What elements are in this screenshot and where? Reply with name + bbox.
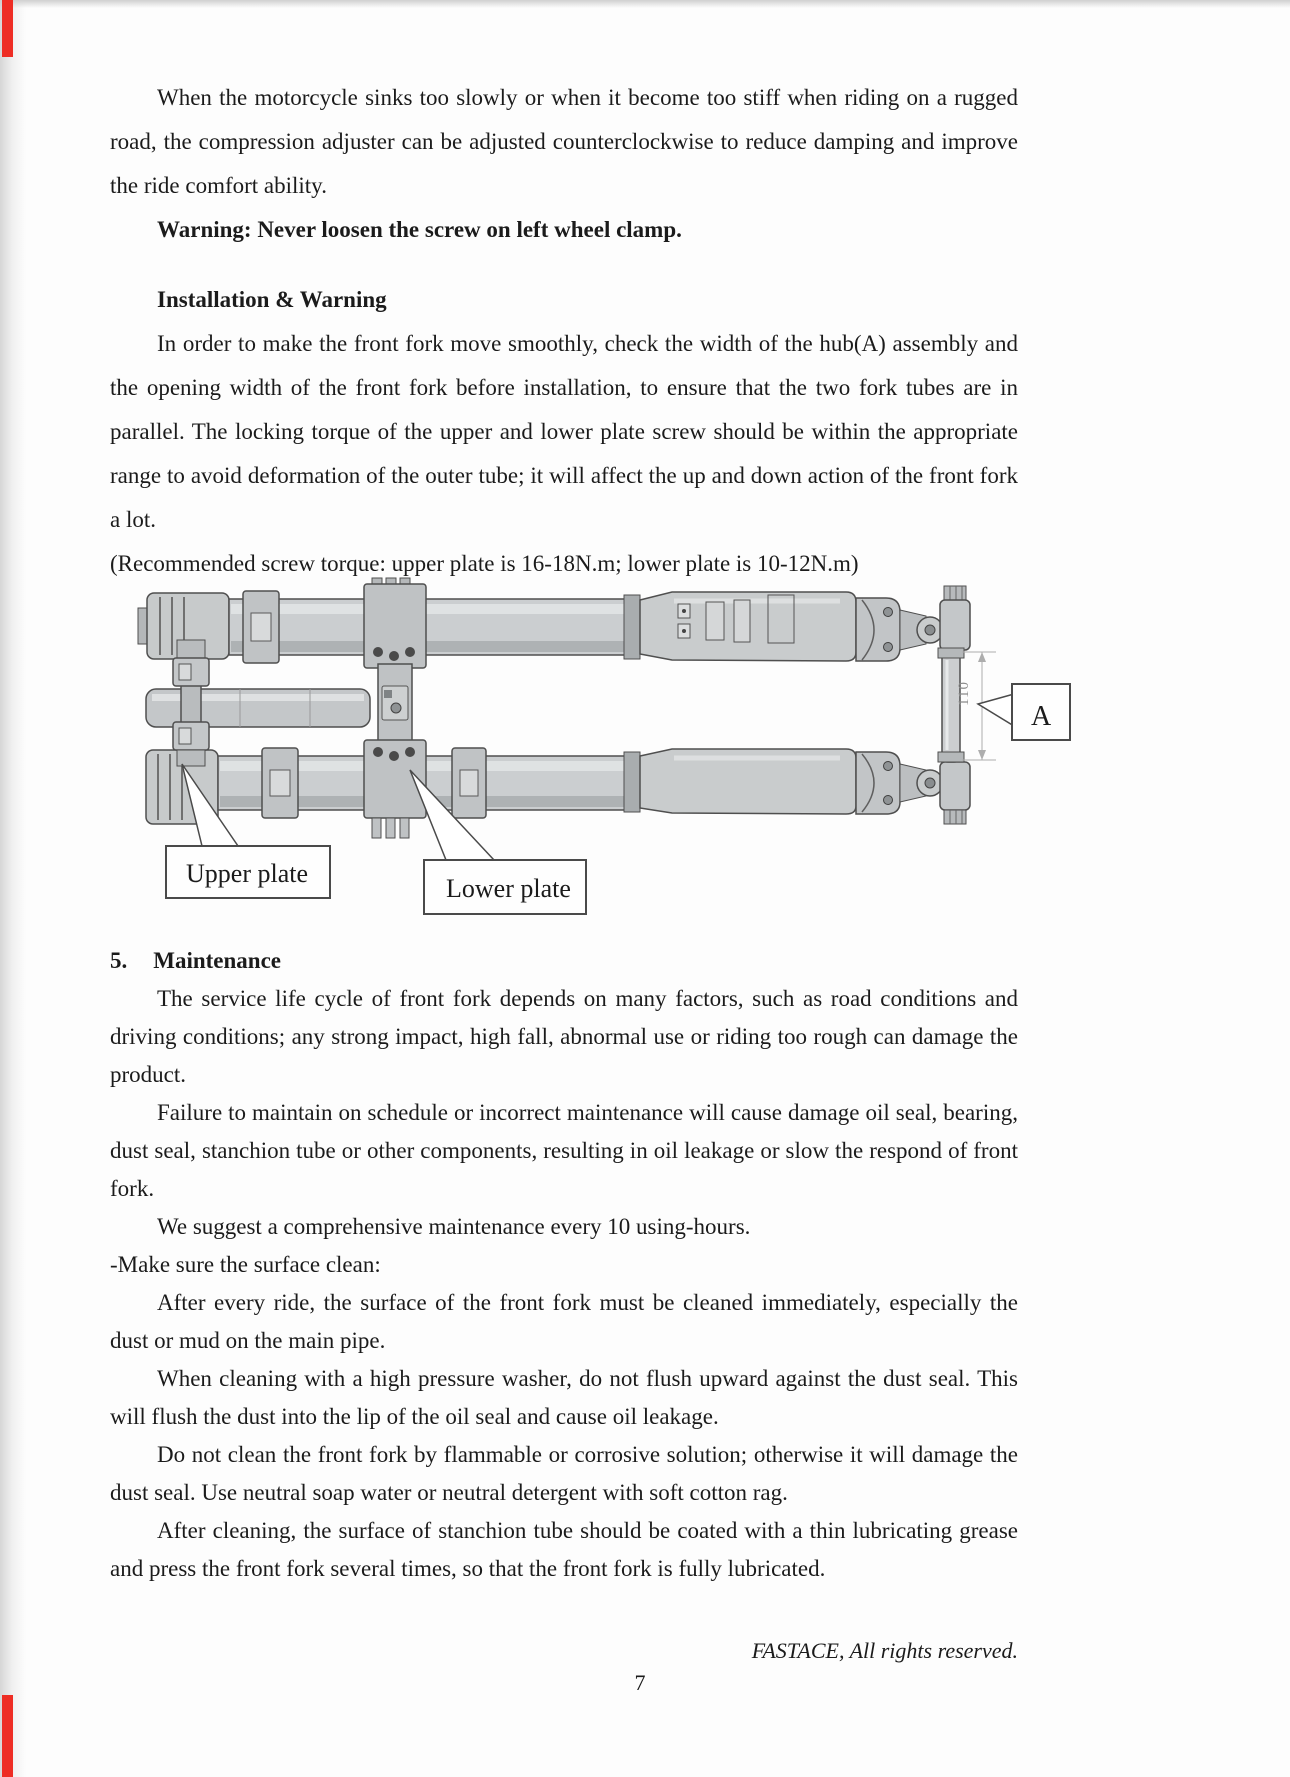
maintenance-heading — [110, 942, 1018, 980]
front-fork-drawing — [108, 520, 1076, 940]
maintenance-paragraph-6: When cleaning with a high pressure washer, do not flush upward against the dust seal. This will flush the dust into the lip of the oil seal and cause oil leakage. — [110, 1366, 1018, 1429]
maintenance-paragraph-7: Do not clean the front fork by flammable or corrosive solution; otherwise it will damage the dust seal. Use neutral soap water or neutral detergent with soft cotton rag. — [110, 1442, 1018, 1505]
page-number: 7 — [634, 1670, 646, 1695]
maintenance-paragraph-3: We suggest a comprehensive maintenance every 10 using-hours. — [157, 1214, 751, 1239]
copyright-line: FASTACE, All rights reserved. — [751, 1638, 1018, 1663]
scan-left-edge-shadow — [0, 0, 26, 1777]
bottom-fork-leg — [146, 748, 970, 824]
installation-heading: Installation & Warning — [157, 287, 387, 312]
maintenance-bullet-clean: -Make sure the surface clean: — [110, 1252, 381, 1277]
maintenance-heading-word: Maintenance — [153, 948, 282, 973]
hub-a-callout — [978, 684, 1070, 740]
scan-top-edge-shadow — [0, 0, 1290, 8]
dimension-110-label: 110 — [956, 681, 972, 706]
maintenance-section — [110, 942, 1018, 1588]
maintenance-paragraph-5: After every ride, the surface of the front fork must be cleaned immediately, especially the dust or mud on the main pipe. — [110, 1290, 1018, 1353]
maintenance-paragraph-1: The service life cycle of front fork depends on many factors, such as road conditions and driving conditions; any strong impact, high fall, abnormal use or riding too rough can damage the product. — [110, 986, 1018, 1087]
lower-plate-label: Lower plate — [446, 874, 571, 903]
intro-paragraph: When the motorcycle sinks too slowly or when it become too stiff when riding on a rugged road, the compression adjuster can be adjusted counterclockwise to reduce damping and improve the ride comfort ability. — [110, 85, 1018, 198]
lower-plate-part — [364, 584, 426, 838]
maintenance-paragraph-8: After cleaning, the surface of stanchion tube should be coated with a thin lubricating grease and press the front fork several times, so that the front fork is fully lubricated. — [110, 1518, 1018, 1581]
installation-paragraph: In order to make the front fork move smoothly, check the width of the hub(A) assembly and the opening width of the front fork before installation, to ensure that the two fork tubes are in parallel. The locking torque of the upper and lower plate screw should be within the appropriate range to avoid deformation of the outer tube; it will affect the up and down action of the front fork a lot. — [110, 331, 1018, 532]
maintenance-paragraph-2: Failure to maintain on schedule or incorrect maintenance will cause damage oil seal, bearing, dust seal, stanchion tube or other components, resulting in oil leakage or slow the respond of front fork. — [110, 1100, 1018, 1201]
upper-plate-label: Upper plate — [186, 859, 309, 888]
red-bookmark-bottom — [2, 1695, 13, 1777]
warning-line: Warning: Never loosen the screw on left wheel clamp. — [157, 217, 682, 242]
front-fork-figure — [108, 520, 1076, 940]
upper-text-column — [110, 76, 1018, 586]
hub-a-label: A — [1031, 701, 1052, 732]
maintenance-heading-number: 5. — [110, 948, 128, 973]
top-fork-leg — [138, 578, 970, 663]
torque-note: (Recommended screw torque: upper plate is 16-18N.m; lower plate is 10-12N.m) — [110, 551, 859, 576]
red-bookmark-top — [2, 0, 13, 57]
